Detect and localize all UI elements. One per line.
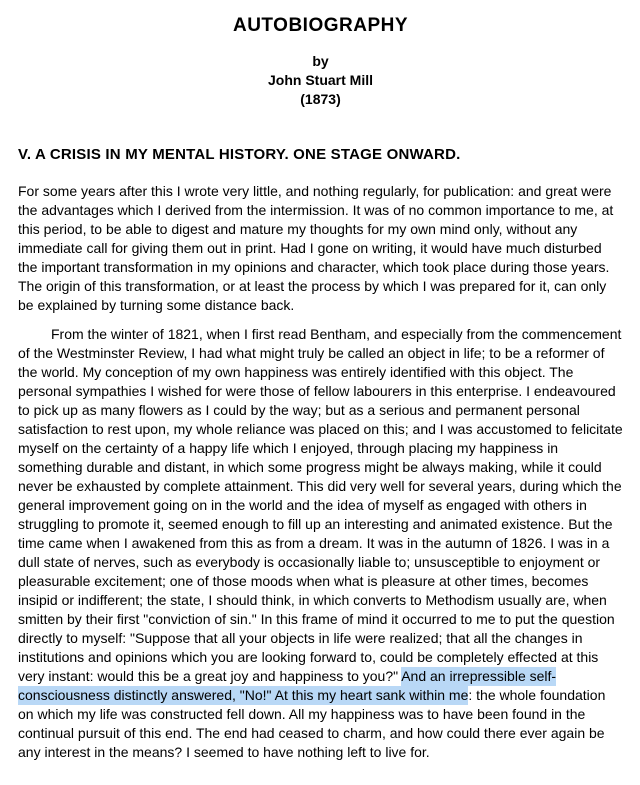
byline-author: John Stuart Mill	[268, 72, 373, 88]
document-title: AUTOBIOGRAPHY	[232, 15, 409, 36]
paragraph-2-text-before-highlight: From the winter of 1821, when I first read Bentham, and especially from the commencement of the Westminster Review, I had what might truly be called an object in life; to be a reformer of the world. My conception of my own happiness was entirely identified with this object. The personal sympathies I wished for were those of fellow labourers in this enterprise. I endeavoured to pick up as many flowers as I could by the way; but as a serious and permanent personal satisfaction to rest upon, my whole reliance was placed on this; and I was accustomed to felicitate myself on the certainty of a happy life which I enjoyed, through placing my happiness in something durable and distant, in which some progress might be always making, while it could never be exhausted by complete attainment. This did very well for several years, during which the general improvement going on in the world and the idea of myself as engaged with others in struggling to promote it, seemed enough to fill up an interesting and animated existence. But the time came when I awakened from this as from a dream. It was in the autumn of 1826. I was in a dull state of nerves, such as everybody is occasionally liable to; unsusceptible to enjoyment or pleasurable excitement; one of those moods when what is pleasure at other times, becomes insipid or indifferent; the state, I should think, in which converts to Methodism usually are, when smitten by their first "conviction of sin." In this frame of mind it occurred to me to put the question directly to myself: "Suppose that all your objects in life were realized; that all the changes in institutions and opinions which you are looking forward to, could be completely effected at this very instant: would this be a great joy and happiness to you?"	[18, 326, 623, 684]
paragraph-2-text-after-highlight: : the whole foundation on which my life was constructed fell down. All my happiness was to have been found in the continual pursuit of this end. The end had ceased to charm, and how could there ever again be any interest in the means? I seemed to have nothing left to live for.	[18, 687, 606, 760]
byline	[18, 52, 623, 109]
paragraph-1: For some years after this I wrote very little, and nothing regularly, for publication: and great were the advantages which I derived from the intermission. It was of no common importance to me, at this period, to be able to digest and mature my thoughts for my own mind only, without any immediate call for giving them out in print. Had I gone on writing, it would have much disturbed the important transformation in my opinions and character, which took place during those years. The origin of this transformation, or at least the process by which I was prepared for it, can only be explained by turning some distance back.	[18, 183, 614, 313]
chapter-heading: V. A CRISIS IN MY MENTAL HISTORY. ONE STAGE ONWARD.	[18, 146, 461, 163]
highlighted-text-selection: And an irrepressible self-consciousness distinctly answered, "No!" At this my heart sank within me	[18, 668, 557, 703]
paragraph-2	[18, 325, 623, 762]
byline-year: (1873)	[300, 91, 341, 107]
byline-by: by	[312, 53, 329, 69]
